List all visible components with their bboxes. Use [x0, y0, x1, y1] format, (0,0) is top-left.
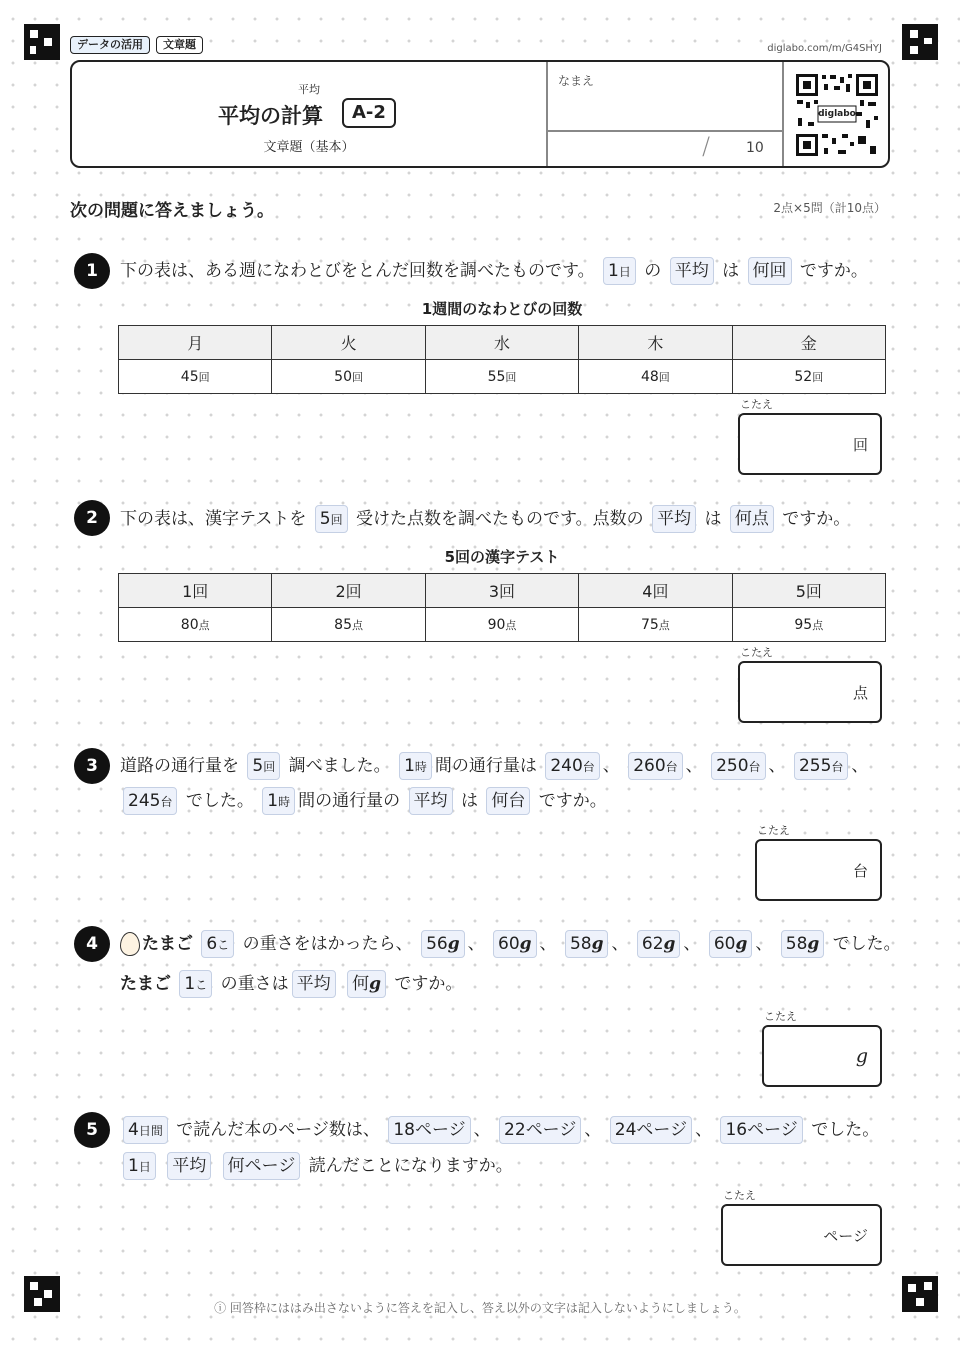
text: ですか。 — [538, 791, 607, 811]
text: の重さをはかったら、 — [242, 934, 413, 954]
highlight-chip: 1こ — [179, 970, 212, 998]
highlight-chip: 1日 — [603, 257, 636, 285]
problem-5-text-line-1: 4日間 で読んだ本のページ数は、 18ページ 、 22ページ 、 24ページ 、 16ページ でした。 — [120, 1115, 879, 1145]
value-chip: 16ページ — [720, 1116, 802, 1144]
table-title: 1週間のなわとびの回数 — [421, 300, 583, 318]
text: でした。 — [811, 1120, 880, 1140]
text: でした。 — [185, 791, 254, 811]
highlight-chip: 1日 — [123, 1152, 156, 1180]
problem-number: 4 — [74, 926, 110, 962]
name-field[interactable] — [548, 92, 780, 128]
value-chip: 255台 — [794, 752, 848, 780]
answer-unit: 点 — [852, 684, 868, 702]
answer-unit: 台 — [852, 862, 868, 880]
item-name: たまご — [142, 934, 193, 954]
highlight-chip: 何回 — [748, 257, 792, 285]
value-chip: 22ページ — [499, 1116, 581, 1144]
highlight-chip: 4日間 — [123, 1116, 168, 1144]
problem-number: 1 — [74, 253, 110, 289]
table-header: 3回 — [425, 574, 578, 608]
table-header: 1回 — [119, 574, 272, 608]
egg-icon — [120, 932, 140, 956]
table-cell: 85点 — [272, 608, 425, 642]
answer-label: こたえ — [723, 1189, 756, 1202]
table-cell: 90点 — [425, 608, 578, 642]
qr-label: diglabo — [818, 109, 856, 119]
points-info: 2点×5問（計10点） — [773, 201, 886, 215]
header-divider — [546, 130, 782, 132]
answer-unit: ページ — [823, 1227, 868, 1245]
highlight-chip: 何g — [347, 970, 386, 998]
worksheet-code: A-2 — [342, 98, 396, 128]
table-header: 水 — [425, 326, 578, 360]
highlight-chip: 何点 — [730, 505, 774, 533]
highlight-chip: 平均 — [652, 505, 696, 533]
value-chip: 24ページ — [610, 1116, 692, 1144]
corner-marker-top-left — [24, 24, 60, 60]
table-cell: 55回 — [425, 360, 578, 394]
text: 下の表は、ある週になわとびをとんだ回数を調べたものです。 — [120, 261, 595, 281]
table-header: 火 — [272, 326, 425, 360]
value-chip: 240台 — [545, 752, 599, 780]
highlight-chip: 平均 — [409, 787, 453, 815]
highlight-chip: 5回 — [247, 752, 280, 780]
value-chip: 60g — [493, 930, 537, 958]
answer-label: こたえ — [740, 646, 773, 659]
page-url: diglabo.com/m/G4SHYJ — [767, 43, 882, 54]
answer-box[interactable] — [738, 661, 882, 723]
item-name: たまご — [120, 974, 171, 994]
answer-unit: 回 — [852, 436, 868, 454]
answer-label: こたえ — [764, 1010, 797, 1023]
value-chip: 56g — [421, 930, 465, 958]
text: 間の通行量の — [298, 791, 401, 811]
table-cell: 45回 — [119, 360, 272, 394]
value-chip: 58g — [565, 930, 609, 958]
table-row — [119, 360, 886, 394]
text: ですか。 — [782, 509, 851, 529]
value-chip: 245台 — [123, 787, 177, 815]
text: 下の表は、漢字テストを — [120, 509, 307, 529]
text: 調べました。 — [288, 756, 391, 776]
score-total: 10 — [746, 140, 764, 156]
highlight-chip: 何台 — [486, 787, 530, 815]
text: は — [722, 261, 740, 281]
answer-unit: g — [855, 1045, 868, 1067]
category-tag: データの活用 — [70, 36, 150, 54]
problem-number: 5 — [74, 1112, 110, 1148]
header-divider — [782, 62, 784, 166]
value-chip: 60g — [709, 930, 753, 958]
answer-box[interactable] — [762, 1025, 882, 1087]
name-field-label: なまえ — [558, 74, 595, 88]
text: でした。 — [832, 934, 901, 954]
table-header: 金 — [732, 326, 885, 360]
highlight-chip: 平均 — [670, 257, 714, 285]
score-field[interactable] — [548, 134, 698, 164]
table-cell: 48回 — [579, 360, 732, 394]
text: の重さは — [220, 974, 289, 994]
problem-2-text — [120, 504, 850, 534]
table-header: 4回 — [579, 574, 732, 608]
highlight-chip: 6こ — [201, 930, 234, 958]
text: で読んだ本のページ数は、 — [176, 1120, 380, 1140]
table-header-row — [119, 574, 886, 608]
answer-box[interactable] — [738, 413, 882, 475]
problem-5-text-line-2 — [120, 1151, 513, 1181]
highlight-chip: 5回 — [315, 505, 348, 533]
worksheet-header — [70, 60, 890, 168]
highlight-chip: 1時 — [399, 752, 432, 780]
table-cell: 50回 — [272, 360, 425, 394]
answer-box[interactable] — [721, 1204, 882, 1266]
table-header: 2回 — [272, 574, 425, 608]
problem-3-text-line-2 — [120, 786, 607, 816]
text: 受けた点数を調べたものです。点数の — [355, 509, 644, 529]
table-cell: 52回 — [732, 360, 885, 394]
answer-label: こたえ — [757, 824, 790, 837]
text: の — [644, 261, 662, 281]
page-title: 平均の計算 — [218, 104, 323, 128]
highlight-chip: 平均 — [292, 970, 336, 998]
problem-1-text — [120, 256, 868, 286]
worksheet-type: 文章題（基本） — [263, 140, 355, 155]
highlight-chip: 1時 — [262, 787, 295, 815]
value-chip: 260台 — [628, 752, 682, 780]
value-chip: 250台 — [711, 752, 765, 780]
value-chip: 62g — [637, 930, 681, 958]
table-header: 木 — [579, 326, 732, 360]
score-slash: / — [702, 132, 711, 160]
text: は — [460, 791, 478, 811]
type-tag: 文章題 — [156, 36, 203, 54]
text: 間の通行量は — [434, 756, 537, 776]
text: ですか。 — [394, 974, 463, 994]
problem-3-text-line-1: 道路の通行量を 5回 調べました。 1時 間の通行量は 240台 、 260台 、 250台 、 255台 、 — [120, 751, 868, 781]
value-chip: 58g — [781, 930, 825, 958]
text: ですか。 — [799, 261, 868, 281]
highlight-chip: 平均 — [167, 1152, 211, 1180]
instruction-text: 次の問題に答えましょう。 — [70, 201, 274, 221]
table-header-row — [119, 326, 886, 360]
table-cell: 75点 — [579, 608, 732, 642]
problem-number: 2 — [74, 500, 110, 536]
corner-marker-top-right — [902, 24, 938, 60]
table-cell: 95点 — [732, 608, 885, 642]
table-cell: 80点 — [119, 608, 272, 642]
problem-4-text-line-2 — [120, 969, 462, 999]
table-row — [119, 608, 886, 642]
answer-box[interactable] — [755, 839, 882, 901]
table-header: 5回 — [732, 574, 885, 608]
value-chip: 18ページ — [388, 1116, 470, 1144]
problem-4-text-line-1: たまご 6こ の重さをはかったら、 56g 、 60g 、 58g 、 62g 、 60g 、 58g でした。 — [120, 929, 901, 959]
problem-number: 3 — [74, 748, 110, 784]
table-title: 5回の漢字テスト — [444, 548, 560, 566]
data-table — [118, 573, 886, 642]
text: は — [704, 509, 722, 529]
text: 読んだことになりますか。 — [308, 1156, 513, 1176]
header-subtitle: 平均 — [298, 83, 320, 96]
answer-label: こたえ — [740, 398, 773, 411]
text: 道路の通行量を — [120, 756, 239, 776]
table-header: 月 — [119, 326, 272, 360]
data-table — [118, 325, 886, 394]
highlight-chip: 何ページ — [223, 1152, 301, 1180]
footer-note: ⓘ 回答枠にははみ出さないように答えを記入し、答え以外の文字は記入しないようにしましょう。 — [214, 1301, 746, 1315]
